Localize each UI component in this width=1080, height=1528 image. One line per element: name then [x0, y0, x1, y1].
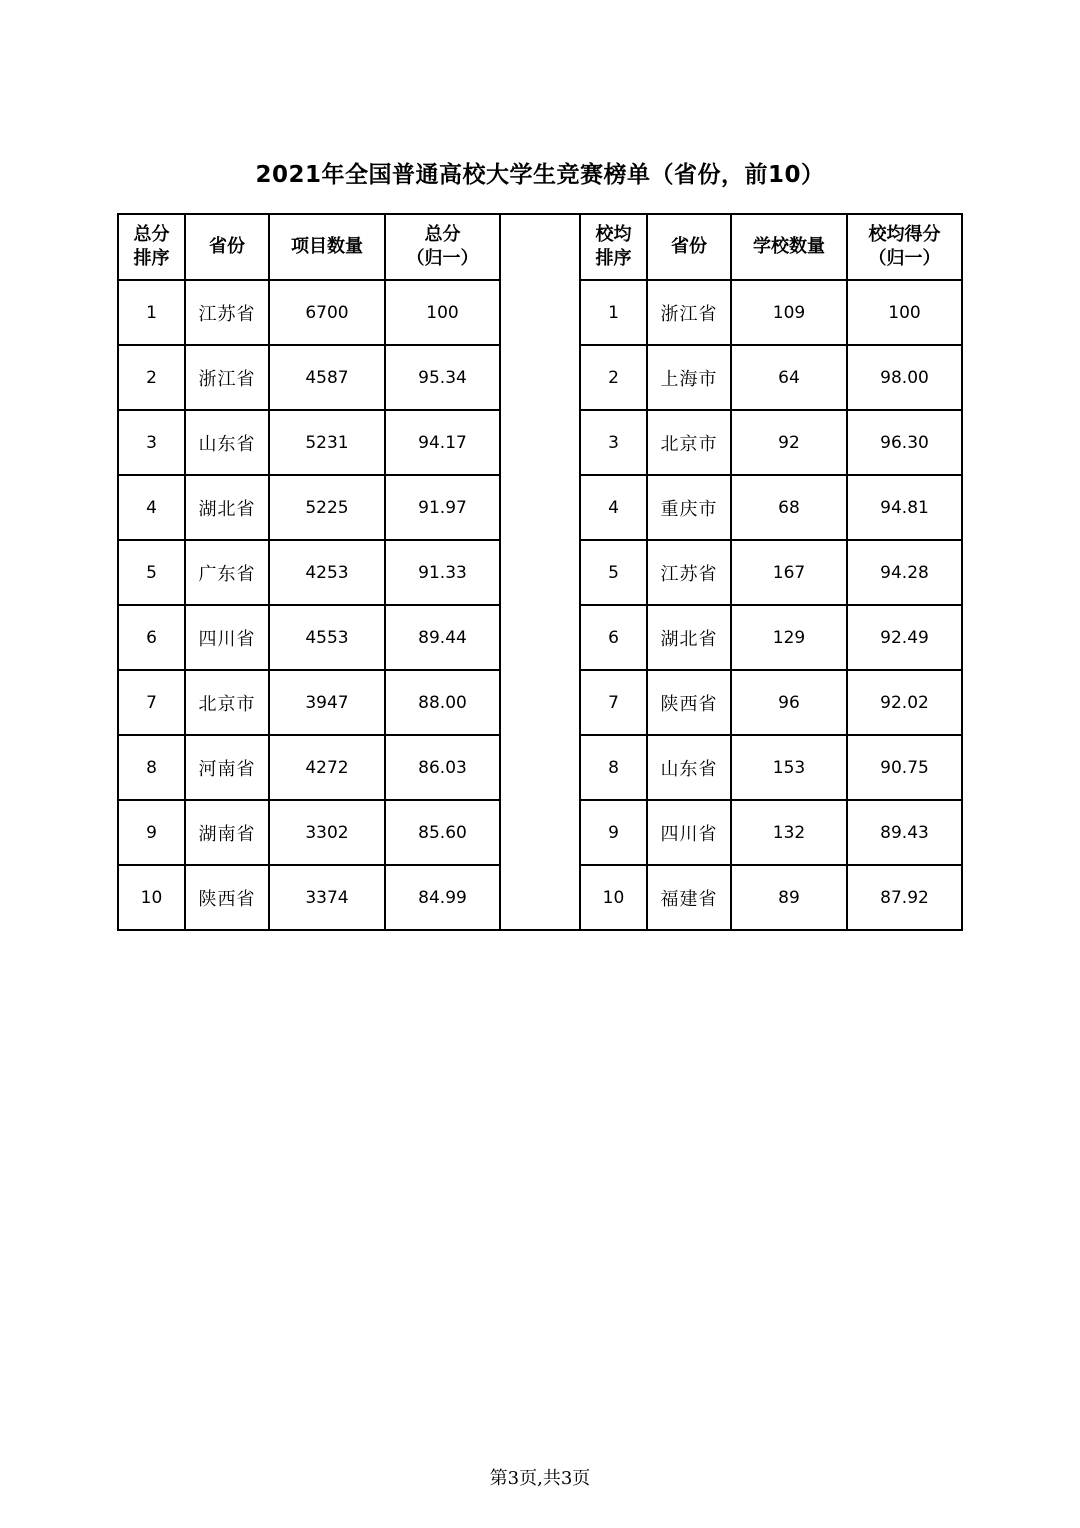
avg-score-cell: 100	[847, 280, 962, 345]
header-avg-score	[847, 214, 962, 280]
ranking-table-body	[118, 214, 962, 930]
total-rank-cell: 10	[118, 865, 185, 930]
avg-score-cell: 87.92	[847, 865, 962, 930]
project-count-cell: 4253	[269, 540, 385, 605]
total-score-cell: 91.97	[385, 475, 500, 540]
right-province-cell: 湖北省	[647, 605, 731, 670]
school-count-cell: 89	[731, 865, 847, 930]
total-score-cell: 94.17	[385, 410, 500, 475]
left-province-cell: 四川省	[185, 605, 269, 670]
right-province-cell: 江苏省	[647, 540, 731, 605]
header-school-count: 学校数量	[731, 214, 847, 280]
total-rank-cell: 6	[118, 605, 185, 670]
total-rank-cell: 7	[118, 670, 185, 735]
total-score-cell: 84.99	[385, 865, 500, 930]
project-count-cell: 5231	[269, 410, 385, 475]
school-count-cell: 167	[731, 540, 847, 605]
left-province-cell: 山东省	[185, 410, 269, 475]
left-province-cell: 湖南省	[185, 800, 269, 865]
school-count-cell: 64	[731, 345, 847, 410]
school-count-cell: 68	[731, 475, 847, 540]
avg-score-cell: 98.00	[847, 345, 962, 410]
avg-score-cell: 96.30	[847, 410, 962, 475]
left-province-cell: 河南省	[185, 735, 269, 800]
project-count-cell: 5225	[269, 475, 385, 540]
total-score-cell: 89.44	[385, 605, 500, 670]
project-count-cell: 4587	[269, 345, 385, 410]
total-score-cell: 85.60	[385, 800, 500, 865]
header-left-province: 省份	[185, 214, 269, 280]
right-province-cell: 福建省	[647, 865, 731, 930]
school-count-cell: 153	[731, 735, 847, 800]
right-province-cell: 陕西省	[647, 670, 731, 735]
total-rank-cell: 5	[118, 540, 185, 605]
total-rank-cell: 2	[118, 345, 185, 410]
left-province-cell: 北京市	[185, 670, 269, 735]
avg-rank-cell: 1	[580, 280, 647, 345]
avg-rank-cell: 3	[580, 410, 647, 475]
project-count-cell: 4553	[269, 605, 385, 670]
avg-score-cell: 89.43	[847, 800, 962, 865]
total-score-cell: 95.34	[385, 345, 500, 410]
header-right-province: 省份	[647, 214, 731, 280]
avg-score-cell: 92.49	[847, 605, 962, 670]
left-province-cell: 浙江省	[185, 345, 269, 410]
header-avg-rank	[580, 214, 647, 280]
project-count-cell: 3374	[269, 865, 385, 930]
page-footer: 第3页,共3页	[489, 1468, 591, 1489]
header-total-score-line1: 总分	[424, 224, 461, 245]
right-province-cell: 浙江省	[647, 280, 731, 345]
avg-score-cell: 90.75	[847, 735, 962, 800]
total-rank-cell: 3	[118, 410, 185, 475]
school-count-cell: 132	[731, 800, 847, 865]
left-province-cell: 湖北省	[185, 475, 269, 540]
right-province-cell: 北京市	[647, 410, 731, 475]
right-province-cell: 重庆市	[647, 475, 731, 540]
avg-score-cell: 94.81	[847, 475, 962, 540]
header-avg-rank-line1: 校均	[595, 224, 632, 245]
table-header-row	[118, 214, 962, 280]
header-total-score-line2: （归一）	[406, 248, 479, 269]
left-province-cell: 广东省	[185, 540, 269, 605]
avg-rank-cell: 10	[580, 865, 647, 930]
left-province-cell: 江苏省	[185, 280, 269, 345]
project-count-cell: 3947	[269, 670, 385, 735]
header-total-rank-line2: 排序	[133, 248, 170, 269]
right-province-cell: 山东省	[647, 735, 731, 800]
total-rank-cell: 1	[118, 280, 185, 345]
total-rank-cell: 9	[118, 800, 185, 865]
avg-rank-cell: 9	[580, 800, 647, 865]
project-count-cell: 3302	[269, 800, 385, 865]
avg-rank-cell: 7	[580, 670, 647, 735]
avg-rank-cell: 8	[580, 735, 647, 800]
total-rank-cell: 4	[118, 475, 185, 540]
header-project-count: 项目数量	[269, 214, 385, 280]
avg-rank-cell: 5	[580, 540, 647, 605]
right-province-cell: 上海市	[647, 345, 731, 410]
total-score-cell: 86.03	[385, 735, 500, 800]
avg-rank-cell: 6	[580, 605, 647, 670]
ranking-table	[117, 213, 963, 931]
avg-score-cell: 92.02	[847, 670, 962, 735]
school-count-cell: 129	[731, 605, 847, 670]
total-rank-cell: 8	[118, 735, 185, 800]
header-total-rank-line1: 总分	[133, 224, 170, 245]
project-count-cell: 4272	[269, 735, 385, 800]
header-total-score	[385, 214, 500, 280]
avg-rank-cell: 4	[580, 475, 647, 540]
school-count-cell: 96	[731, 670, 847, 735]
avg-rank-cell: 2	[580, 345, 647, 410]
avg-score-cell: 94.28	[847, 540, 962, 605]
page-title: 2021年全国普通高校大学生竞赛榜单（省份，前10）	[255, 162, 825, 188]
total-score-cell: 100	[385, 280, 500, 345]
right-province-cell: 四川省	[647, 800, 731, 865]
school-count-cell: 109	[731, 280, 847, 345]
total-score-cell: 91.33	[385, 540, 500, 605]
left-province-cell: 陕西省	[185, 865, 269, 930]
table-gap-column	[500, 214, 580, 930]
header-avg-rank-line2: 排序	[595, 248, 632, 269]
total-score-cell: 88.00	[385, 670, 500, 735]
project-count-cell: 6700	[269, 280, 385, 345]
school-count-cell: 92	[731, 410, 847, 475]
header-avg-score-line1: 校均得分	[868, 224, 941, 245]
header-total-rank	[118, 214, 185, 280]
header-avg-score-line2: （归一）	[868, 248, 941, 269]
